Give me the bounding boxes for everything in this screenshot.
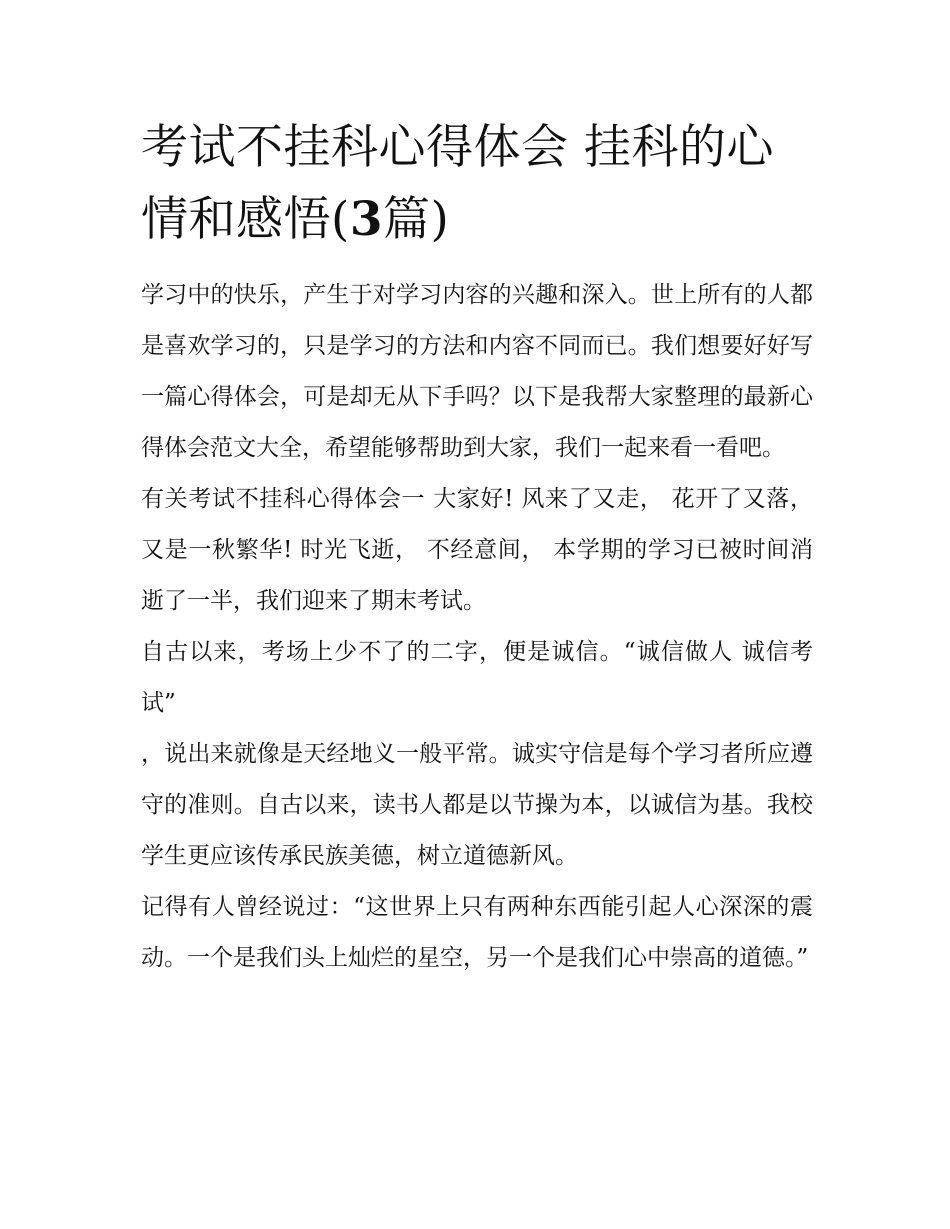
paragraph-1: 有关考试不挂科心得体会一 大家好! 风来了又走， 花开了又落， 又是一秋繁华! 时光飞逝， 不经意间， 本学期的学习已被时间消逝了一半，我们迎来了期末考试。: [141, 486, 813, 614]
document-body: [141, 112, 813, 984]
title-suffix: 篇): [383, 192, 450, 247]
paragraph-2: 自古以来，考场上少不了的二字，便是诚信。“诚信做人 诚信考试”: [141, 639, 813, 716]
paragraph-4: 记得有人曾经说过：“这世界上只有两种东西能引起人心深深的震动。一个是我们头上灿烂的星空，另一个是我们心中崇高的道德。”: [141, 894, 813, 971]
title-number: 3: [349, 192, 384, 247]
paragraph-intro: 学习中的快乐，产生于对学习内容的兴趣和深入。世上所有的人都是喜欢学习的，只是学习的方法和内容不同而已。我们想要好好写一篇心得体会，可是却无从下手吗？以下是我帮大家整理的最新心得体会范文大全，希望能够帮助到大家，我们一起来看一看吧。: [141, 282, 813, 461]
document-title: [141, 112, 813, 256]
paragraph-3: ，说出来就像是天经地义一般平常。诚实守信是每个学习者所应遵守的准则。自古以来，读书人都是以节操为本，以诚信为基。我校学生更应该传承民族美德，树立道德新风。: [141, 741, 813, 869]
title-text: 考试不挂科心得体会 挂科的心情和感悟(: [141, 120, 774, 247]
